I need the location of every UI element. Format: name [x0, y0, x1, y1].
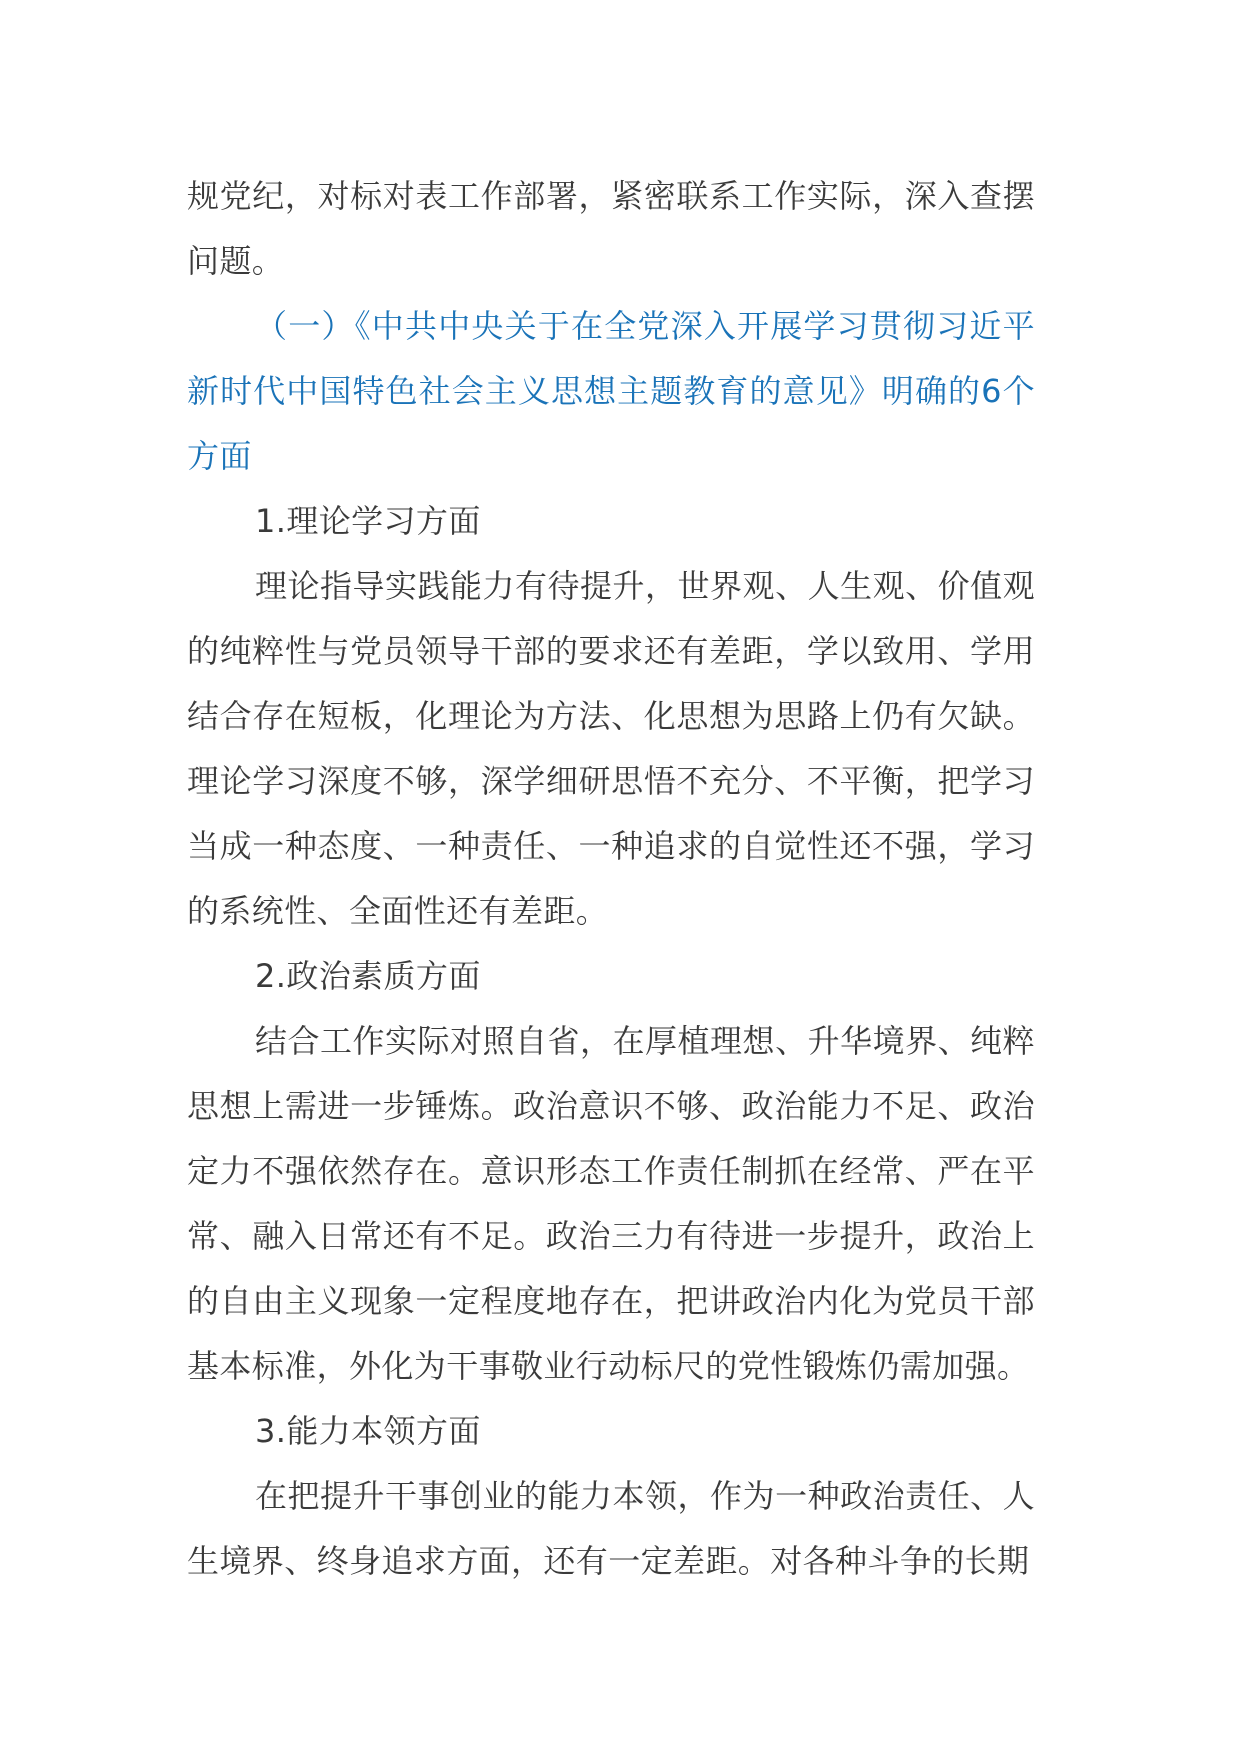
continued-paragraph: 规党纪，对标对表工作部署，紧密联系工作实际，深入查摆问题。 [187, 177, 1035, 280]
item-2-body: 结合工作实际对照自省，在厚植理想、升华境界、纯粹思想上需进一步锤炼。政治意识不够、政治能力不足、政治定力不强依然存在。意识形态工作责任制抓在经常、严在平常、融入日常还有不足。政治三力有待进一步提升，政治上的自由主义现象一定程度地存在，把讲政治内化为党员干部基本标准，外化为干事敬业行动标尺的党性锻炼仍需加强。 [187, 1022, 1035, 1385]
item-3-title: 3.能力本领方面 [255, 1412, 481, 1450]
item-3-body: 在把提升干事创业的能力本领，作为一种政治责任、人生境界、终身追求方面，还有一定差距。对各种斗争的长期 [187, 1477, 1035, 1580]
item-2-title: 2.政治素质方面 [255, 957, 481, 995]
document-body [187, 164, 1035, 1594]
item-1-title: 1.理论学习方面 [255, 502, 481, 540]
section-heading: （一）《中共中央关于在全党深入开展学习贯彻习近平新时代中国特色社会主义思想主题教育的意见》明确的6个方面 [187, 307, 1035, 475]
item-1-body: 理论指导实践能力有待提升，世界观、人生观、价值观的纯粹性与党员领导干部的要求还有差距，学以致用、学用结合存在短板，化理论为方法、化思想为思路上仍有欠缺。理论学习深度不够，深学细研思悟不充分、不平衡，把学习当成一种态度、一种责任、一种追求的自觉性还不强，学习的系统性、全面性还有差距。 [187, 567, 1035, 930]
